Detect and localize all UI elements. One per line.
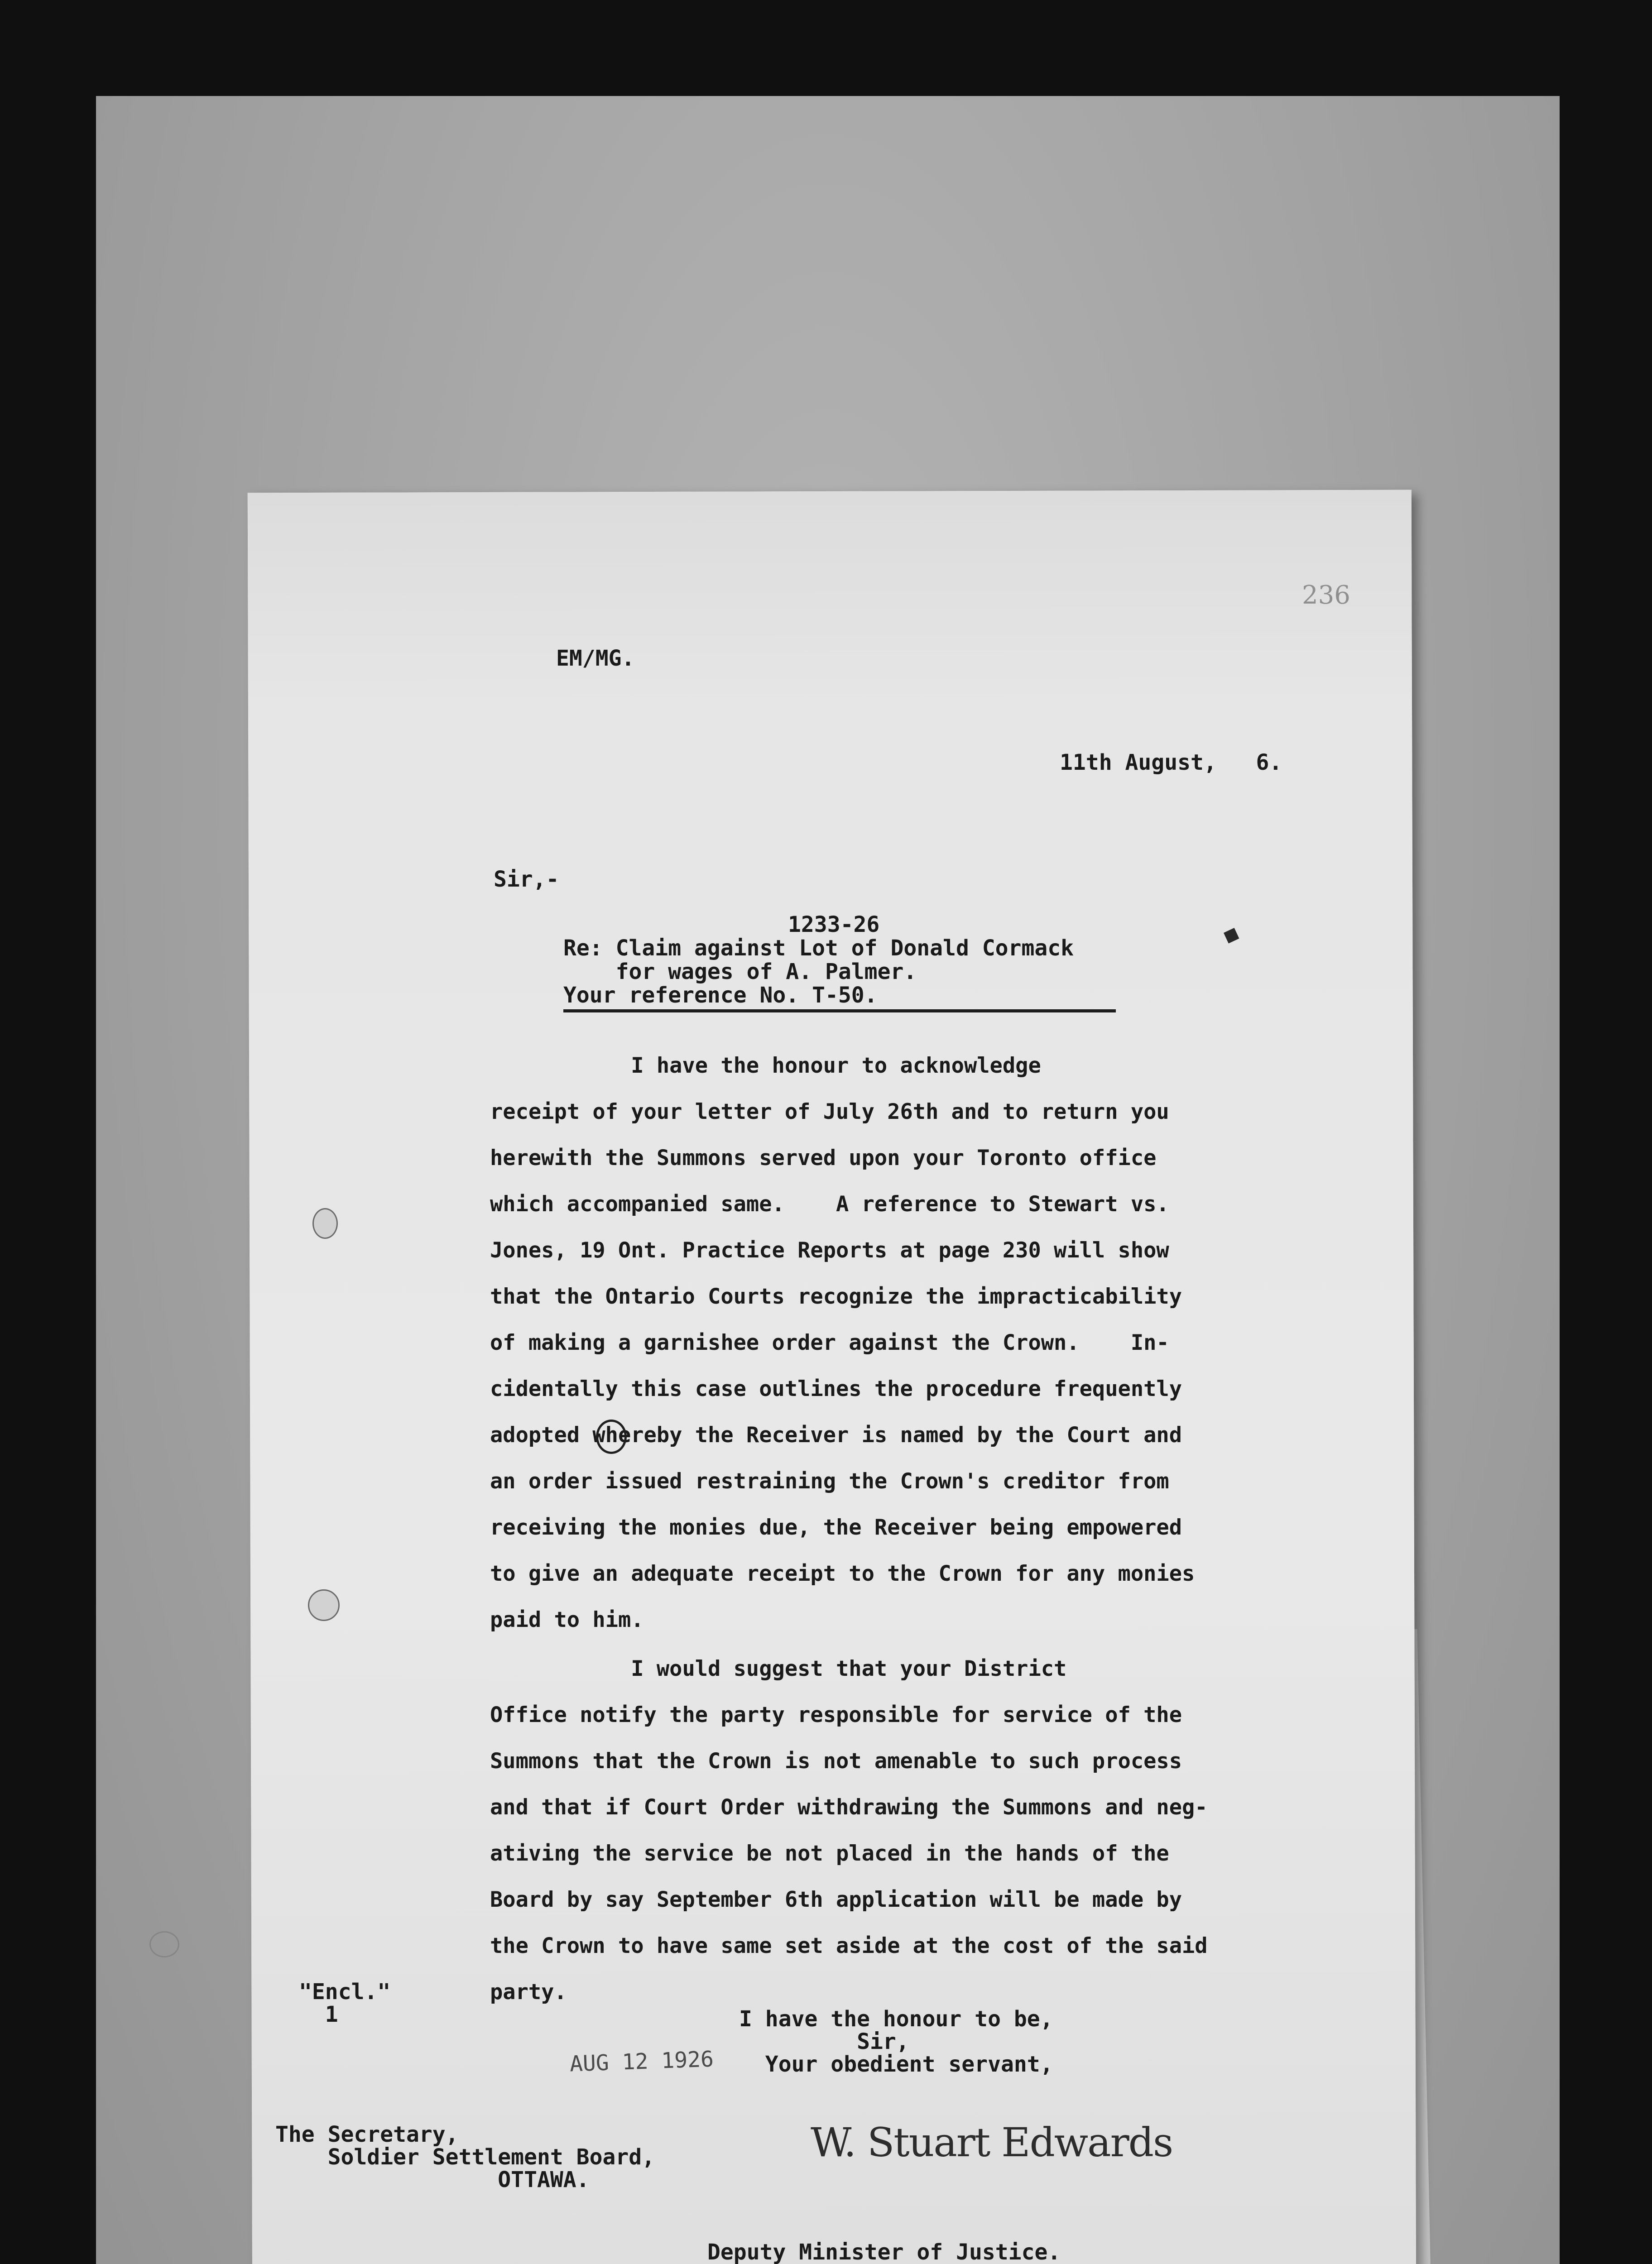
body-line: which accompanied same. A reference to Stewart vs. (490, 1192, 1169, 1217)
body-line: receipt of your letter of July 26th and to return you (490, 1099, 1169, 1124)
subject-line: Your reference No. T-50. (563, 983, 878, 1008)
archive-page-number: 236 (1302, 580, 1350, 610)
signatory-title: Deputy Minister of Justice. (707, 2240, 1061, 2264)
punch-hole-upper (312, 1208, 338, 1239)
body-line: I would suggest that your District (490, 1656, 1067, 1681)
closing-line: Your obedient servant, (739, 2052, 1053, 2077)
body-line: Jones, 19 Ont. Practice Reports at page 230 will show (490, 1238, 1169, 1263)
closing-line: I have the honour to be, (739, 2006, 1053, 2032)
body-line: cidentally this case outlines the procedure frequently (490, 1377, 1182, 1401)
subject-line: for wages of A. Palmer. (563, 959, 917, 984)
body-line: I have the honour to acknowledge (490, 1053, 1041, 1078)
received-date-stamp: AUG 12 1926 (569, 2046, 714, 2077)
body-line: receiving the monies due, the Receiver being empowered (490, 1515, 1182, 1540)
addressee-line: Soldier Settlement Board, (275, 2144, 655, 2170)
body-line: Board by say September 6th application will be made by (490, 1887, 1182, 1912)
salutation: Sir,- (494, 867, 559, 892)
body-line: the Crown to have same set aside at the cost of the said (490, 1933, 1208, 1958)
punch-hole-lower (308, 1589, 340, 1621)
body-line: Summons that the Crown is not amenable to such process (490, 1749, 1182, 1774)
closing-line: Sir, (739, 2029, 909, 2054)
body-line: ativing the service be not placed in the hands of the (490, 1841, 1169, 1866)
body-line: adopted whereby the Receiver is named by the Court and (490, 1423, 1182, 1448)
body-line: to give an adequate receipt to the Crown for any monies (490, 1561, 1195, 1586)
body-line: an order issued restraining the Crown's creditor from (490, 1469, 1169, 1494)
ink-blot-mark: ◆ (1220, 919, 1244, 949)
body-line: paid to him. (490, 1607, 644, 1632)
enclosure-label: "Encl." (299, 1979, 391, 2005)
addressee-line: The Secretary, (275, 2122, 459, 2147)
file-number: 1233-26 (788, 912, 880, 937)
subject-line: Re: Claim against Lot of Donald Cormack (563, 935, 1074, 961)
reference-underline (563, 1009, 1116, 1012)
enclosure-count: 1 (299, 2002, 338, 2027)
body-line: and that if Court Order withdrawing the Summons and neg- (490, 1795, 1208, 1820)
body-line: of making a garnishee order against the Crown. In- (490, 1330, 1169, 1355)
board-scuff-mark (149, 1931, 179, 1957)
body-line: that the Ontario Courts recognize the impracticability (490, 1284, 1182, 1309)
signature: W. Stuart Edwards (811, 2119, 1173, 2166)
typist-initials: EM/MG. (556, 646, 635, 671)
body-line: herewith the Summons served upon your Toronto office (490, 1146, 1157, 1170)
body-line: Office notify the party responsible for service of the (490, 1703, 1182, 1727)
handwritten-circle-mark (596, 1420, 627, 1454)
body-line: party. (490, 1980, 567, 2005)
letter-date: 11th August, 6. (1060, 750, 1282, 775)
addressee-line: OTTAWA. (275, 2167, 590, 2192)
